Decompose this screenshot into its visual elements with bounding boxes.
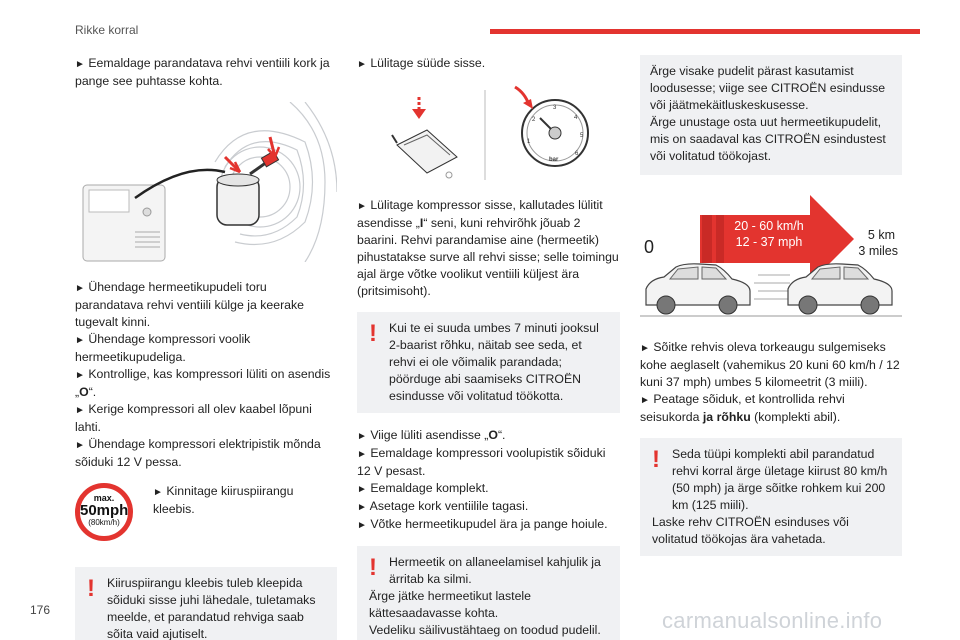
disposal-info-box: Ärge visake pudelit pärast kasutamist loodusesse; viige see CITROËN esindusse või jäätmekäitluskeskusesse. Ärge unustage osta uut hermeetikupudelit, mis on saadaval kas CITROËN esindustest või volitatud töökojast.	[640, 55, 902, 175]
gauge-tick-4: 4	[574, 115, 578, 121]
speed-sticker-row	[75, 483, 337, 553]
step-unplug: ► Eemaldage kompressori voolupistik sõiduki 12 V pesast.	[357, 446, 606, 478]
step-connect-hose: ► Ühendage kompressori voolik hermeetikupudeliga.	[75, 332, 251, 364]
warning-box-speed-limit: ! Seda tüüpi komplekti abil parandatud rehvi korral ärge ületage kiirust 80 km/h (50 mph) ja ärge sõitke rohkem kui 200 km (125 miili). Laske rehv CITROËN esinduses või volitatud töökojas ära vahetada.	[640, 438, 902, 556]
step-remove-cap: ► Eemaldage parandatava rehvi ventiili kork ja pange see puhtasse kohta.	[75, 56, 330, 88]
step-plug-in: ► Ühendage kompressori elektripistik mõnda sõiduki 12 V pessa.	[75, 437, 321, 469]
warning-icon: !	[369, 554, 377, 581]
step-compressor-on: ► Lülitage kompressor sisse, kallutades lülitit asendisse „I“ seni, kuni rehvirõhk jõuab 2 baarini. Rehvi parandamise aine (hermeetik) pihustatakse surve all rehvi sisse; selle toimingu ajal ärge võtke voolikut ventiili küljest ära (pritsimisoht).	[357, 198, 619, 298]
step-switch-off: ► Viige lüliti asendisse „O“.	[357, 428, 506, 442]
compressor-illustration	[75, 102, 337, 267]
section-title: Rikke korral	[75, 23, 139, 37]
ignition-gauge-illustration	[357, 85, 620, 185]
gauge-tick-2: 2	[532, 117, 536, 123]
step-check-pressure: ► Peatage sõiduk, et kontrollida rehvi seisukorda ja rõhku (komplekti abil).	[640, 392, 845, 424]
column-2	[357, 55, 620, 640]
driving-diagram	[640, 187, 902, 327]
car-left-icon	[646, 264, 750, 314]
step-store-bottle: ► Võtke hermeetikupudel ära ja pange hoiule.	[357, 517, 608, 531]
page-number: 176	[30, 603, 51, 617]
warning-box-sealant: ! Hermeetik on allaneelamisel kahjulik ja ärritab ka silmi. Ärge jätke hermeetikut lastele kättesaadavasse kohta. Vedeliku säilivustähtaeg on toodud pudelil.	[357, 546, 620, 640]
warning-icon: !	[87, 575, 95, 602]
step-connect-bottle: ► Ühendage hermeetikupudeli toru parandatava rehvi ventiili külge ja keerake tugevalt kinni.	[75, 280, 304, 329]
distance-km: 5 km	[867, 228, 895, 242]
step-remove-kit: ► Eemaldage komplekt.	[357, 481, 489, 495]
gauge-tick-1: 1	[527, 139, 531, 145]
car-right-icon	[788, 264, 892, 314]
gauge-tick-5: 5	[580, 133, 584, 139]
speed-range-kmh: 20 - 60 km/h	[734, 219, 804, 233]
step-ignition-on: ► Lülitage süüde sisse.	[357, 56, 486, 70]
header-accent-bar	[490, 29, 920, 34]
distance-miles: 3 miles	[858, 244, 898, 258]
speed-limit-sticker: max. 50mph (80km/h)	[75, 483, 133, 541]
step-unwind-cable: ► Kerige kompressori all olev kaabel lõpuni lahti.	[75, 402, 312, 434]
motion-lines	[754, 275, 790, 299]
compressor-connection-image	[75, 102, 337, 262]
gauge-unit: bar	[549, 157, 559, 163]
step-check-switch: ► Kontrollige, kas kompressori lüliti on asendis „O“.	[75, 367, 331, 399]
speed-range-mph: 12 - 37 mph	[735, 235, 803, 249]
site-watermark: carmanualsonline.info	[662, 608, 883, 633]
warning-icon: !	[652, 446, 660, 473]
warning-box-pressure: ! Kui te ei suuda umbes 7 minuti jooksul 2-baarist rõhku, näitab see seda, et rehvi ei ole võimalik parandada; pöörduge abi saamiseks CITROËN esindusse või volitatud töökotta.	[357, 312, 620, 413]
gauge-tick-6: 6	[575, 151, 579, 157]
driving-distance-diagram	[640, 187, 902, 327]
gauge-tick-3: 3	[553, 105, 557, 111]
ignition-and-gauge-image	[357, 85, 620, 185]
start-marker: 0	[644, 237, 655, 257]
step-affix-sticker: ► Kinnitage kiiruspiirangu kleebis.	[153, 484, 294, 516]
step-replace-cap: ► Asetage kork ventiilile tagasi.	[357, 499, 529, 513]
column-1	[75, 55, 337, 640]
warning-box-sticker: ! Kiiruspiirangu kleebis tuleb kleepida sõiduki sisse juhi lähedale, tuletamaks meelde, et parandatud rehviga saab sõita vaid ajutiselt.	[75, 567, 337, 640]
step-drive-slowly: ► Sõitke rehvis oleva torkeaugu sulgemiseks kohe aeglaselt (vahemikus 20 kuni 60 km/h / 12 kuni 37 mph) umbes 5 kilomeetrit (3 miili).	[640, 340, 900, 389]
column-3	[640, 55, 902, 570]
warning-icon: !	[369, 320, 377, 347]
